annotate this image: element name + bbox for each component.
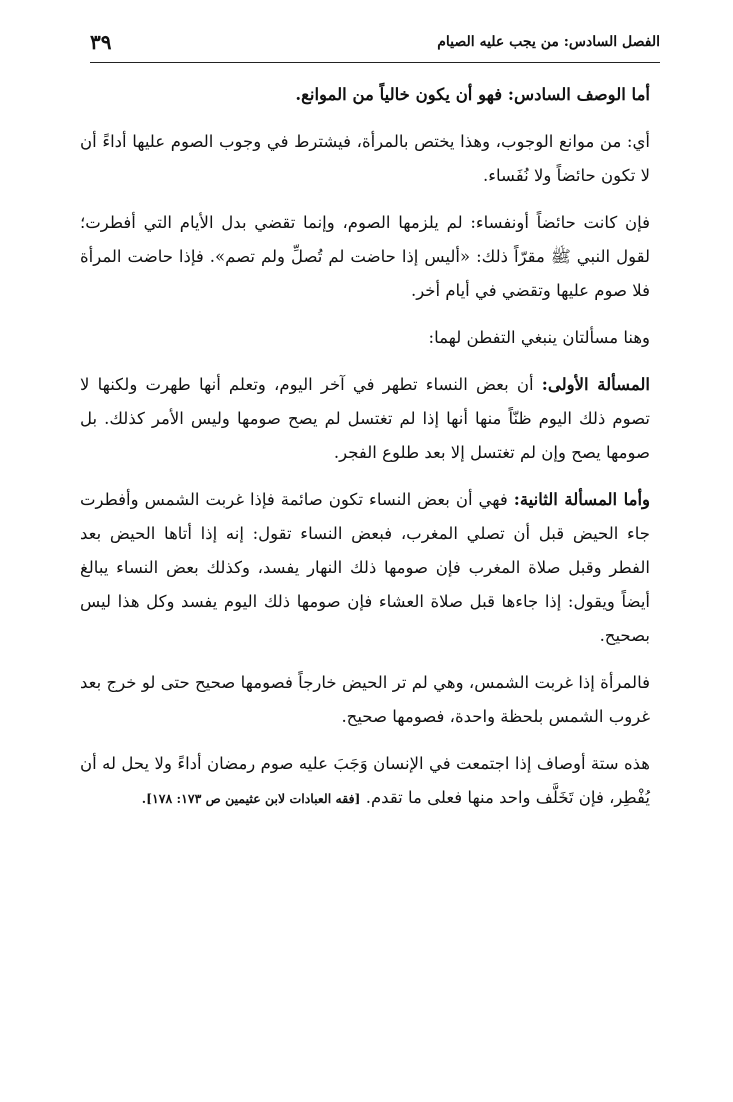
paragraph-summary — [80, 747, 650, 816]
first-issue-heading: المسألة الأولى: — [541, 375, 650, 394]
chapter-title: الفصل السادس: من يجب عليه الصيام — [437, 34, 660, 50]
paragraph-explanation: أي: من موانع الوجوب، وهذا يختص بالمرأة، فيشترط في وجوب الصوم عليها أداءً أن لا تكون حائضاً ولا نُفَساء. — [80, 132, 650, 185]
paragraph-second-issue — [80, 483, 650, 653]
paragraph-sixth-description: أما الوصف السادس: فهو أن يكون خالياً من الموانع. — [295, 85, 650, 104]
running-header — [90, 30, 660, 60]
paragraph-first-issue — [80, 368, 650, 470]
second-issue-text: فهي أن بعض النساء تكون صائمة فإذا غربت الشمس وأفطرت جاء الحيض قبل أن تصلي المغرب، فبعض النساء تقول: إنه إذا أتاها الحيض بعد الفطر وقبل صلاة المغرب فإن صومها ذلك النهار يفسد، وكذلك بعض النساء يبالغ أيضاً ويقول: إذا جاءها قبل صلاة العشاء فإن صومها ذلك اليوم يفسد وكل هذا ليس بصحيح. — [80, 490, 650, 645]
paragraph-two-issues-intro: وهنا مسألتان ينبغي التفطن لهما: — [428, 328, 650, 347]
page-body — [80, 78, 650, 829]
paragraph-sunset-ruling: فالمرأة إذا غربت الشمس، وهي لم تر الحيض خارجاً فصومها صحيح حتى لو خرج بعد غروب الشمس بلحظة واحدة، فصومها صحيح. — [80, 673, 650, 726]
header-divider — [90, 62, 660, 63]
source-citation: [فقه العبادات لابن عثيمين ص ١٧٣: ١٧٨]. — [141, 791, 361, 806]
page-number: ٣٩ — [90, 30, 112, 54]
paragraph-menstruation-ruling: فإن كانت حائضاً أونفساء: لم يلزمها الصوم، وإنما تقضي بدل الأيام التي أفطرت؛ لقول النبي ﷺ مقرّاً ذلك: «أليس إذا حاضت لم تُصلِّ ولم تصم». فإذا حاضت المرأة فلا صوم عليها وتقضي في أيام أخر. — [80, 213, 650, 300]
second-issue-heading: وأما المسألة الثانية: — [513, 490, 650, 509]
summary-text: هذه ستة أوصاف إذا اجتمعت في الإنسان وَجَبَ عليه صوم رمضان أداءً ولا يحل له أن يُفْطِر، فإن تَخَلَّف واحد منها فعلى ما تقدم. — [80, 754, 650, 807]
first-issue-text: أن بعض النساء تطهر في آخر اليوم، وتعلم أنها طهرت ولكنها لا تصوم ذلك اليوم ظنّاً منها أنها إذا لم تغتسل لم يصح صومها وليس الأمر كذلك. بل صومها يصح وإن لم تغتسل إلا بعد طلوع الفجر. — [80, 375, 650, 462]
